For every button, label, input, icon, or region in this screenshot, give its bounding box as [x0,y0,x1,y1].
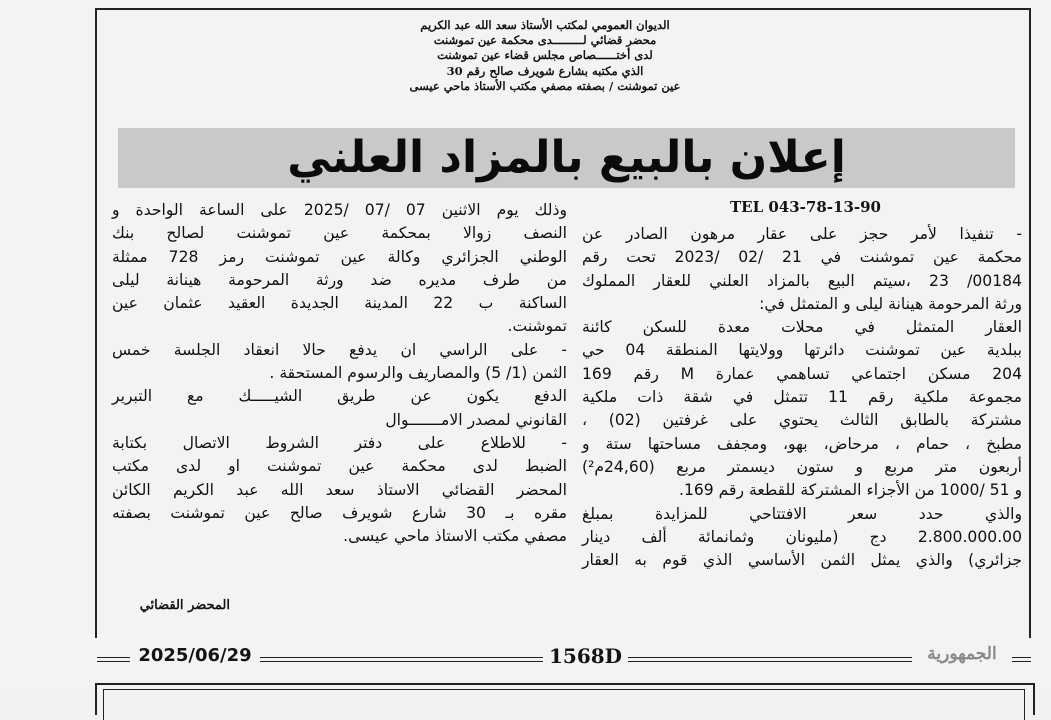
text-line: الوطني الجزائري وكالة عين تموشنت رمز 728 ممثلة [112,247,567,266]
text-line: تموشنت. [507,317,567,336]
text-line: 2.800.000.00 دج (مليونان وثمانمائة ألف دينار [582,527,1022,546]
text-line: مقره بـ 30 شارع شويرف صالح عين تموشنت بصفته [112,503,567,522]
text-line: الساكنة ب 22 المدينة الجديدة العقيد عثمان عين [112,294,567,313]
newspaper-brand: الجمهورية [912,644,1012,664]
right-column-text [582,223,1022,572]
header-line: الديوان العمومي لمكتب الأستاذ سعد الله عبد الكريم [420,18,670,32]
text-line: و 51 /1000 من الأجزاء المشتركة للقطعة رقم 169. [678,481,1022,500]
text-line: الثمن (1/ 5) والمصاريف والرسوم المستحقة . [269,364,567,383]
text-line: والذي حدد سعر الافتتاحي للمزايدة بمبلغ [582,504,1022,523]
text-line: مطبخ ، حمام ، مرحاض، بهو، ومجفف مساحتها ستة و [582,434,1022,453]
header-line: عين تموشنت / بصفته مصفي مكتب الأستاذ ماحي عيسى [409,78,681,93]
publication-date: 2025/06/29 [130,645,260,666]
telephone-number: TEL 043-78-13-90 [730,198,881,216]
footer-rule [626,657,914,662]
bailiff-signature: المحضر القضائي [139,598,230,613]
text-line: 00184/ 23 ،سيتم البيع بالمزاد العلني للعقار المملوك [582,271,1022,290]
footer-rule [1012,657,1031,662]
left-column-text [112,199,567,548]
text-line: وذلك يوم الاثنين 07 /07 /2025 على الساعة الواحدة و [112,201,567,219]
text-line: مشتركة بالطابق الثالث يحتوي على غرفتين (02) ، [582,411,1022,430]
text-line: جزائري) والذي يمثل الثمن الأساسي الذي قوم به العقار [582,551,1022,570]
frame-left-border [95,8,97,638]
frame-right-border [1029,8,1031,638]
footer-rule [258,657,546,662]
header-line: لدى أختــــــصاص مجلس قضاء عين تموشنت [437,48,653,63]
issue-number: 1568D [543,644,628,668]
text-line: الدفع يكون عن طريق الشيـــــك مع التبرير [112,387,567,406]
text-line: النصف زوالا بمحكمة عين تموشنت لصالح بنك [112,224,567,243]
text-line: مجموعة ملكية رقم 11 تتمثل في شقة ذات ملكية [582,388,1022,407]
announcement-title: إعلان بالبيع بالمزاد العلني [287,132,846,183]
text-line: ببلدية عين تموشنت دائرتها وولايتها المنطقة 04 حي [582,341,1023,360]
text-line: الضبط لدى محكمة عين تموشنت او لدى مكتب [112,457,567,476]
text-line: 204 مسكن اجتماعي تساهمي عمارة M رقم 169 [582,364,1022,383]
text-line: المحضر القضائي الاستاذ سعد الله عبد الكريم الكائن [112,480,567,499]
text-line: العقار المتمثل في محلات معدة للسكن كائنة [582,318,1022,337]
text-line: القانوني لمصدر الامـــــــوال [385,410,567,429]
header-line: الذي مكتبه بشارع شويرف صالح رقم 30 [446,63,644,78]
text-line: ورثة المرحومة هينانة ليلى و المتمثل في: [759,294,1022,313]
next-announcement-inner-frame [103,689,1025,720]
text-line: - على الراسي ان يدفع حالا انعقاد الجلسة خمس [112,340,567,359]
text-line: محكمة عين تموشنت في 21 /02 /2023 تحت رقم [582,248,1022,267]
text-line: أربعون متر مربع و ستون ديسمتر مربع (24,60م²) [582,457,1022,476]
text-line: مصفي مكتب الاستاذ ماحي عيسى. [343,527,567,546]
bailiff-header [330,18,760,94]
text-line: - تنفيذا لأمر حجز على عقار مرهون الصادر عن [582,225,1022,243]
text-line: من طرف مديره ضد ورثة المرحومة هينانة ليلى [112,270,567,289]
header-line: محضر قضائي لـــــــــدى محكمة عين تموشنت [433,33,657,48]
text-line: - للاطلاع على دفتر الشروط الاتصال بكتابة [112,433,567,452]
